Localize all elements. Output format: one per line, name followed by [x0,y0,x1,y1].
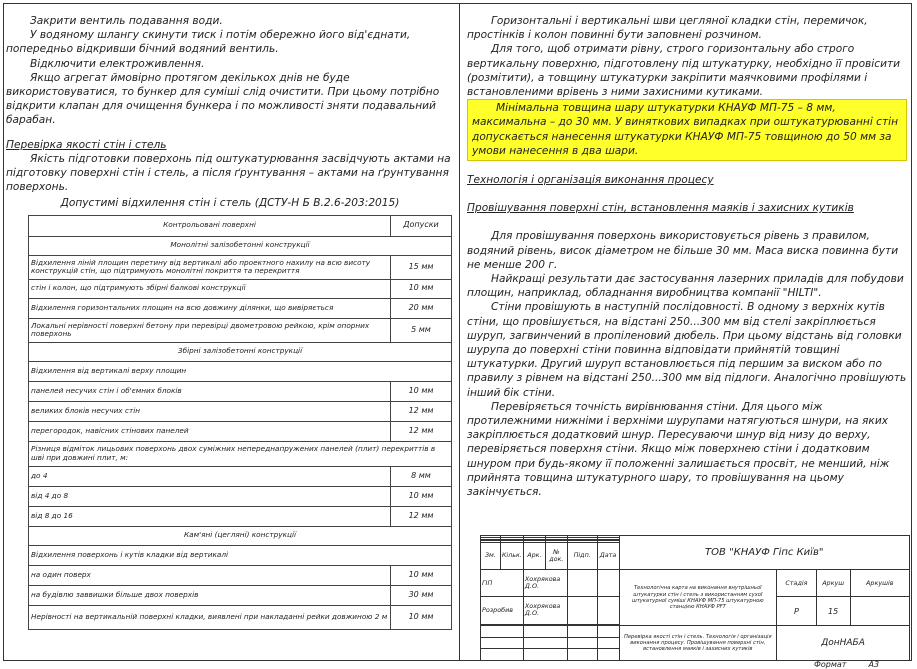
cell-surface: Нерівності на вертикальній поверхні кладки, виявлені при накладанні рейки довжиною 2 м [29,605,391,629]
cell-surface: до 4 [29,466,391,486]
company-name: ТОВ "КНАУФ Гіпс Київ" [619,536,909,570]
cell-surface: від 4 до 8 [29,486,391,506]
table-row [29,565,452,585]
table-row [29,361,452,381]
cell-surface: перегородок, навісних стінових панелей [29,421,391,441]
cell-tolerance: 10 мм [391,565,452,585]
gip-label: ГІП [481,570,524,597]
cell-tolerance: 10 мм [391,381,452,401]
format-label [814,660,901,669]
col-ark: Арк. [523,543,545,570]
cell-surface: стін і колон, що підтримують збірні балкові конструкції [29,279,391,298]
paragraph: Якщо агрегат ймовірно протягом декількох днів не буде використовуватися, то бункер для суміші слід очистити. При цьому потрібно відкрити клапан для очищення бункера і по можливості зняти подавальний барабан. [6,71,440,127]
paragraph: Стіни провішують в наступній послідовності. В одному з верхніх кутів стіни, що провішується, на відстані 250...300 мм від стелі закріплюється шуруп, загвинчений в пропіленовий дюбель. При цьому відстань від головки шурупа до поверхні стіни повинна відповідати прийнятій товщині штукатурки. Другий шуруп встановлюється під першим за виском або по правилу з рівнем на відстані 250...300 мм від підлоги. Аналогічно провішують інший бік стіни. [467,301,907,399]
table-section-row [29,342,452,361]
section-label: Збірні залізобетонні конструкції [29,342,452,361]
sheet-label: Аркуш [816,570,850,597]
section-heading-technology: Технологія і організація виконання процесу [467,174,714,187]
col-date: Дата [597,543,619,570]
paragraph: Для провішування поверхонь використовується рівень з правилом, водяний рівень, висок діаметром не більше 30 мм. Маса виска повинна бути не менше 200 г. [467,230,899,271]
paragraph: Найкращі результати дає застосування лазерних приладів для побудови площин, наприклад, обладнання виробництва компанії "HILTI". [467,273,904,300]
table-row [29,486,452,506]
sheet-value: 15 [816,597,850,626]
cell-tolerance: 12 мм [391,401,452,421]
cell-surface: панелей несучих стін і об'ємних блоків [29,381,391,401]
cell-surface: на один поверх [29,565,391,585]
cell-tolerance: 5 мм [391,318,452,342]
cell-tolerance: 12 мм [391,421,452,441]
table-header-row [29,215,452,236]
cell-surface: Відхилення поверхонь і кутів кладки від вертикалі [29,545,452,565]
section-label: Монолітні залізобетонні конструкції [29,236,452,255]
document-title: Технологічна карта на виконання внутрішньої штукатурки стін і стель з використанням сухої штукатурної суміші КНАУФ МП-75 штукатурною станцією КНАУФ PFT [619,570,777,626]
table-section-row [29,236,452,255]
table-row [29,381,452,401]
title-block [480,535,910,661]
stage-label: Стадія [777,570,817,597]
gip-name: Хохрякова Д.О. [523,570,567,597]
organization: ДонНАБА [777,626,910,661]
section-label: Кам'яні (цегляні) конструкції [29,526,452,545]
table-row [29,298,452,318]
section-heading-marking: Провішування поверхні стін, встановлення маяків і захисних кутиків [467,202,854,215]
table-row [29,421,452,441]
left-column [6,14,454,630]
table-row [29,279,452,298]
table-row [29,466,452,486]
cell-surface: великих блоків несучих стін [29,401,391,421]
section-heading-quality: Перевірка якості стін і стель [6,138,167,151]
cell-surface: Відхилення від вертикалі верху площин [29,361,452,381]
col-zm: Зм. [481,543,501,570]
stage-value: Р [777,597,817,626]
highlighted-paragraph: Мінімальна товщина шару штукатурки КНАУФ МП-75 – 8 мм, максимальна – до 30 мм. У виняткових випадках при оштукатурюванні стін допускається нанесення штукатурки КНАУФ МП-75 товщиною до 50 мм за умови нанесення в два шари. [467,99,907,161]
table-row [29,255,452,279]
paragraph: Перевіряється точність вирівнювання стіни. Для цього між протилежними нижніми і верхніми шурупами натягуються шнури, на яких закріплюється додатковий шнур. Пересуваючи шнур від низу до верху, перевіряється поверхня стіни. Якщо між поверхнею стіни і додатковим шнуром при будь-якому її положенні залишається просвіт, не менший, ніж прийнята товщина штукатурного шару, то провішування на цьому закінчується. [467,400,890,499]
cell-tolerance: 30 мм [391,585,452,605]
cell-tolerance: 10 мм [391,486,452,506]
sheets-label: Аркушів [850,570,909,597]
table-row [29,401,452,421]
format-caption: Формат [814,660,847,669]
format-value: А3 [868,660,880,669]
table-row [29,318,452,342]
table-row [29,605,452,629]
cell-surface: від 8 до 16 [29,506,391,526]
table-row [29,441,452,466]
cell-surface: Локальні нерівності поверхні бетону при перевірці двометровою рейкою, крім опорних поверхонь [29,318,391,342]
paragraph: Горизонтальні і вертикальні шви цегляної кладки стін, перемичок, простінків і колон повинні бути заповнені розчином. [467,15,868,42]
col-kilk: Кільк. [500,543,523,570]
col-doc: № док. [545,543,567,570]
table-row [29,506,452,526]
table-section-row [29,526,452,545]
table-row [29,545,452,565]
cell-tolerance: 10 мм [391,605,452,629]
developer-label: Розробив [481,597,524,624]
cell-tolerance: 10 мм [391,279,452,298]
header-surface: Контрольовані поверхні [29,215,391,236]
paragraph: Відключити електроживлення. [30,57,205,70]
tolerance-table [28,215,452,630]
col-sign: Підп. [567,543,597,570]
cell-tolerance: 15 мм [391,255,452,279]
table-row [29,585,452,605]
cell-tolerance: 8 мм [391,466,452,486]
cell-tolerance: 12 мм [391,506,452,526]
cell-surface: Відхилення ліній площин перетину від вертикалі або проектного нахилу на всю висоту конструкцій стін, що підтримують монолітні покриття та перекриття [29,255,391,279]
paragraph: Якість підготовки поверхонь під оштукатурювання засвідчують актами на підготовку поверхні стін і стель, а після ґрунтування – актами на ґрунтування поверхонь. [6,152,451,194]
developer-name: Хохрякова Д.О. [523,597,567,624]
paragraph: Для того, щоб отримати рівну, строго горизонтальну або строго вертикальну поверхню, підготовлену під штукатурку, необхідно її провісити (розмітити), а товщину штукатурки закріпити маячковими профілями і встановленими врівень з ними захисними кутиками. [467,43,901,99]
cell-surface: на будівлю заввишки більше двох поверхів [29,585,391,605]
cell-tolerance: 20 мм [391,298,452,318]
sheet-title: Перевірка якості стін і стель. Технологія і організація виконання процесу. Провішування поверхні стін, встановлення маяків і захисних кутиків [619,626,777,661]
paragraph: У водяному шлангу скинути тиск і потім обережно його від'єднати, попередньо відкривши бічний водяний вентиль. [6,29,411,56]
table-title: Допустимі відхилення стін і стель (ДСТУ-Н Б В.2.6-203:2015) [60,197,400,210]
column-divider [459,3,460,661]
header-tolerance: Допуски [391,215,452,236]
right-column [467,14,907,499]
paragraph: Закрити вентиль подавання води. [30,15,223,27]
cell-surface: Різниця відміток лицьових поверхонь двох суміжних непереднапружених панелей (плит) перекриттів в шві при довжині плит, м: [29,441,452,466]
cell-surface: Відхилення горизонтальних площин на всю довжину ділянки, що вивіряється [29,298,391,318]
